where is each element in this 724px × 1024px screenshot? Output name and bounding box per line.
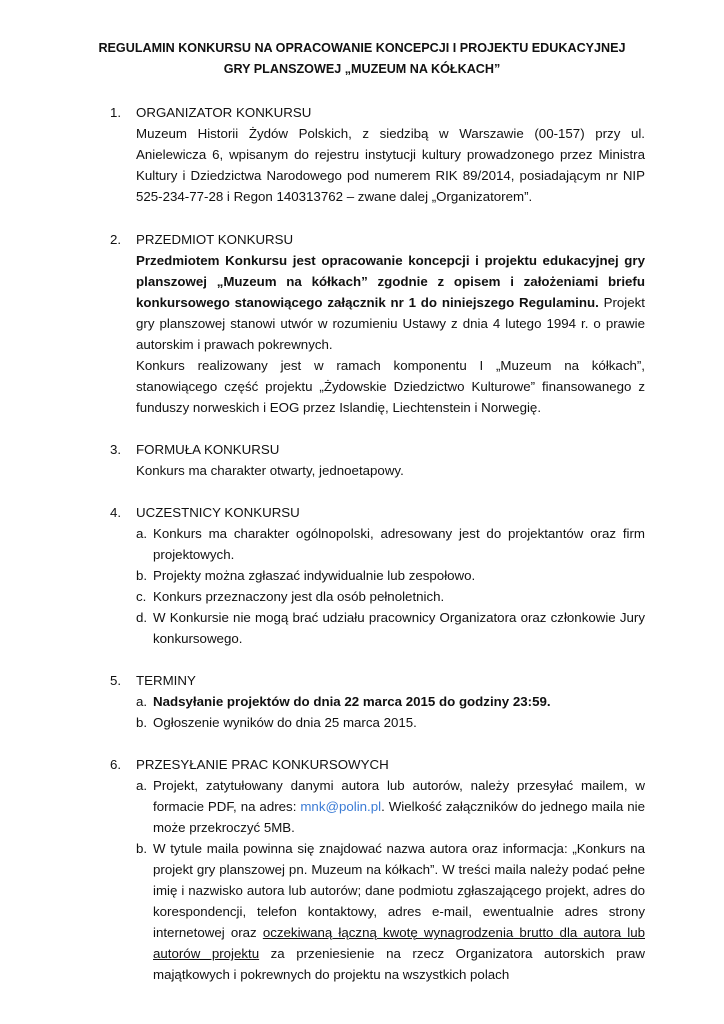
list-item-label: d.	[136, 610, 148, 625]
list-item-label: a.	[136, 778, 148, 793]
item-b-text-before: W tytule maila powinna się znajdować nazwa autora oraz informacja: „Konkurs na projekt gry planszowej pn. Muzeum na kółkach”. W treści maila należy podać pełne imię i nazwisko autora lub autorów; dane podmiotu zgłaszającego projekt, adres do korespondencji, telefon kontaktowy, adres e-mail, ewentualnie adres strony internetowej oraz	[153, 841, 645, 940]
section-2-text	[136, 250, 645, 355]
list-item-text: W Konkursie nie mogą brać udziału pracownicy Organizatora oraz członkowie Jury konkursowego.	[153, 610, 645, 646]
section-2-number: 2.	[110, 232, 122, 247]
list-item	[136, 565, 645, 586]
list-item	[136, 586, 645, 607]
list-item-text: Ogłoszenie wyników do dnia 25 marca 2015.	[153, 715, 417, 730]
title-line-2: GRY PLANSZOWEJ „MUZEUM NA KÓŁKACH”	[223, 62, 501, 76]
section-1-number: 1.	[110, 105, 122, 120]
section-3-number: 3.	[110, 442, 122, 457]
section-5-number: 5.	[110, 673, 122, 688]
list-item-label: c.	[136, 589, 147, 604]
list-item-text	[153, 775, 645, 838]
list-item	[136, 607, 645, 649]
list-item-label: a.	[136, 526, 148, 541]
section-2-bold-text: Przedmiotem Konkursu jest opracowanie koncepcji i projektu edukacyjnej gry planszowej „Muzeum na kółkach” zgodnie z opisem i założeniami briefu konkursowego stanowiącego załącznik nr 1 do niniejszego Regulaminu.	[136, 253, 645, 310]
list-item-label: b.	[136, 841, 148, 856]
section-2-text-after: Projekt gry planszowej stanowi utwór w rozumieniu Ustawy z dnia 4 lutego 1994 r. o prawie autorskim i prawach pokrewnych.	[136, 295, 645, 352]
section-4-number: 4.	[110, 505, 122, 520]
list-item	[136, 691, 645, 712]
section-3-heading: FORMUŁA KONKURSU	[136, 442, 280, 457]
section-1-heading: ORGANIZATOR KONKURSU	[136, 105, 312, 120]
item-b-text-after: za przeniesienie na rzecz Organizatora autorskich praw majątkowych i pokrewnych do projektu na wszystkich polach	[153, 946, 646, 982]
section-6-heading: PRZESYŁANIE PRAC KONKURSOWYCH	[136, 757, 389, 772]
list-item-text	[153, 838, 645, 985]
list-item	[136, 775, 645, 838]
list-item-text: Konkurs przeznaczony jest dla osób pełnoletnich.	[153, 589, 445, 604]
section-2-heading: PRZEDMIOT KONKURSU	[136, 232, 294, 247]
section-2-text-2: Konkurs realizowany jest w ramach komponentu I „Muzeum na kółkach”, stanowiącego część projektu „Żydowskie Dziedzictwo Kulturowe” finansowanego z funduszy norweskich i EOG przez Islandię, Liechtenstein i Norwegię.	[136, 358, 645, 415]
section-5-heading: TERMINY	[136, 673, 196, 688]
list-item-text: Nadsyłanie projektów do dnia 22 marca 2015 do godziny 23:59.	[153, 694, 551, 709]
section-3-text: Konkurs ma charakter otwarty, jednoetapowy.	[136, 463, 404, 478]
list-item	[136, 523, 645, 565]
section-4-heading: UCZESTNICY KONKURSU	[136, 505, 300, 520]
document-title	[80, 38, 644, 80]
item-b-underlined-text: oczekiwaną łączną kwotę wynagrodzenia brutto dla autora lub autorów projektu	[153, 925, 645, 961]
list-item-text: Konkurs ma charakter ogólnopolski, adresowany jest do projektantów oraz firm projektowych.	[153, 526, 645, 562]
item-a-text-before: Projekt, zatytułowany danymi autora lub autorów, należy przesyłać mailem, w formacie PDF, na adres:	[153, 778, 645, 814]
section-1-text: Muzeum Historii Żydów Polskich, z siedzibą w Warszawie (00-157) przy ul. Anielewicza 6, wpisanym do rejestru instytucji kultury prowadzonego przez Ministra Kultury i Dziedzictwa Narodowego pod numerem RIK 89/2014, posiadającym nr NIP 525-234-77-28 i Regon 140313762 – zwane dalej „Organizatorem”.	[136, 126, 645, 204]
list-item-label: a.	[136, 694, 148, 709]
item-a-text-after: . Wielkość załączników do jednego maila nie może przekroczyć 5MB.	[153, 799, 646, 835]
list-item	[136, 838, 645, 985]
list-item	[136, 712, 645, 733]
title-line-1: REGULAMIN KONKURSU NA OPRACOWANIE KONCEPCJI I PROJEKTU EDUKACYJNEJ	[98, 41, 626, 55]
list-item-label: b.	[136, 715, 148, 730]
section-6-number: 6.	[110, 757, 122, 772]
list-item-label: b.	[136, 568, 148, 583]
email-link[interactable]: mnk@polin.pl	[300, 799, 382, 814]
list-item-text: Projekty można zgłaszać indywidualnie lub zespołowo.	[153, 568, 476, 583]
